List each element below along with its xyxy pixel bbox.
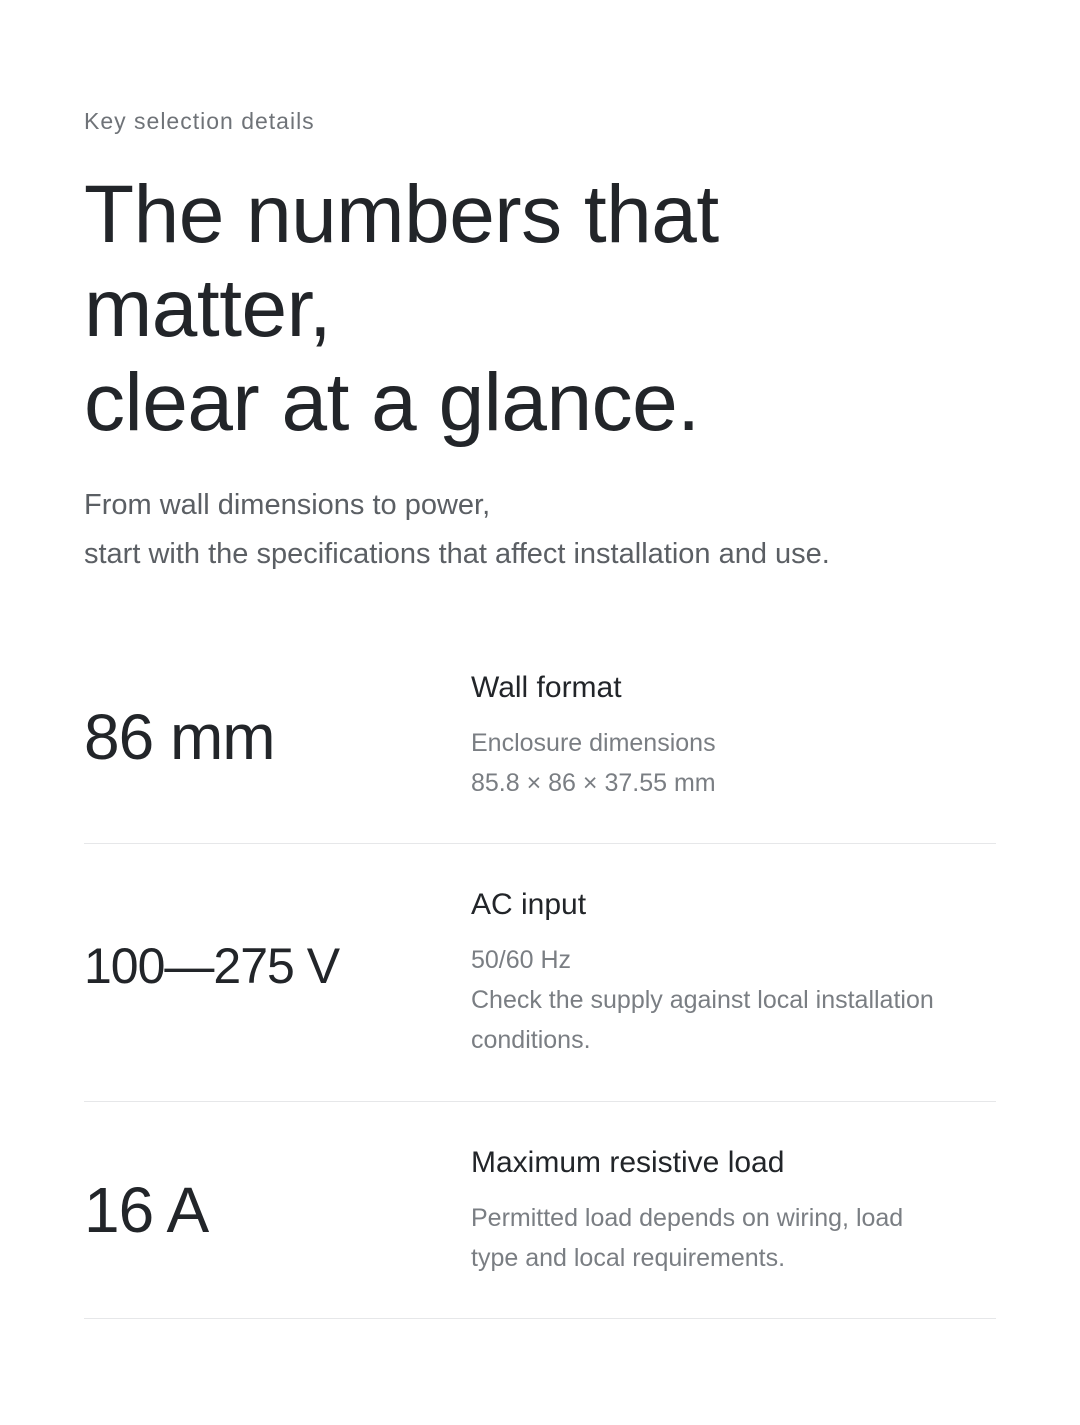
spec-title: Maximum resistive load [471,1146,785,1179]
spec-detail-line: 50/60 Hz [471,946,572,974]
spec-detail-line: 85.8 × 86 × 37.55 mm [471,769,716,797]
spec-detail [471,1198,1001,1278]
spec-info [471,668,1001,803]
spec-detail-line: conditions. [471,1026,591,1054]
spec-detail-line: Check the supply against local installation [471,986,934,1014]
title-line-1: The numbers that [84,169,719,260]
spec-detail-line: Permitted load depends on wiring, load [471,1204,904,1232]
spec-title: AC input [471,888,587,921]
section-eyebrow: Key selection details [84,108,315,134]
spec-detail-line: Enclosure dimensions [471,729,716,757]
spec-detail-line: type and local requirements. [471,1244,786,1272]
spec-detail [471,940,1001,1060]
spec-row-max-load [84,1143,996,1319]
spec-value: 100—275 V [84,938,340,994]
spec-row-ac-input [84,885,996,1102]
spec-row-wall-format [84,668,996,844]
title-line-3: clear at a glance. [84,357,700,448]
intro-line-1: From wall dimensions to power, [84,489,491,521]
spec-info [471,885,1001,1060]
spec-value: 86 mm [84,701,275,773]
intro-line-2: start with the specifications that affect installation and use. [84,538,830,570]
title-line-2: matter, [84,263,332,354]
spec-info [471,1143,1001,1278]
page-title [84,168,719,450]
spec-title: Wall format [471,671,622,704]
spec-value: 16 A [84,1174,209,1246]
spec-detail [471,723,1001,803]
intro-paragraph [84,481,830,579]
